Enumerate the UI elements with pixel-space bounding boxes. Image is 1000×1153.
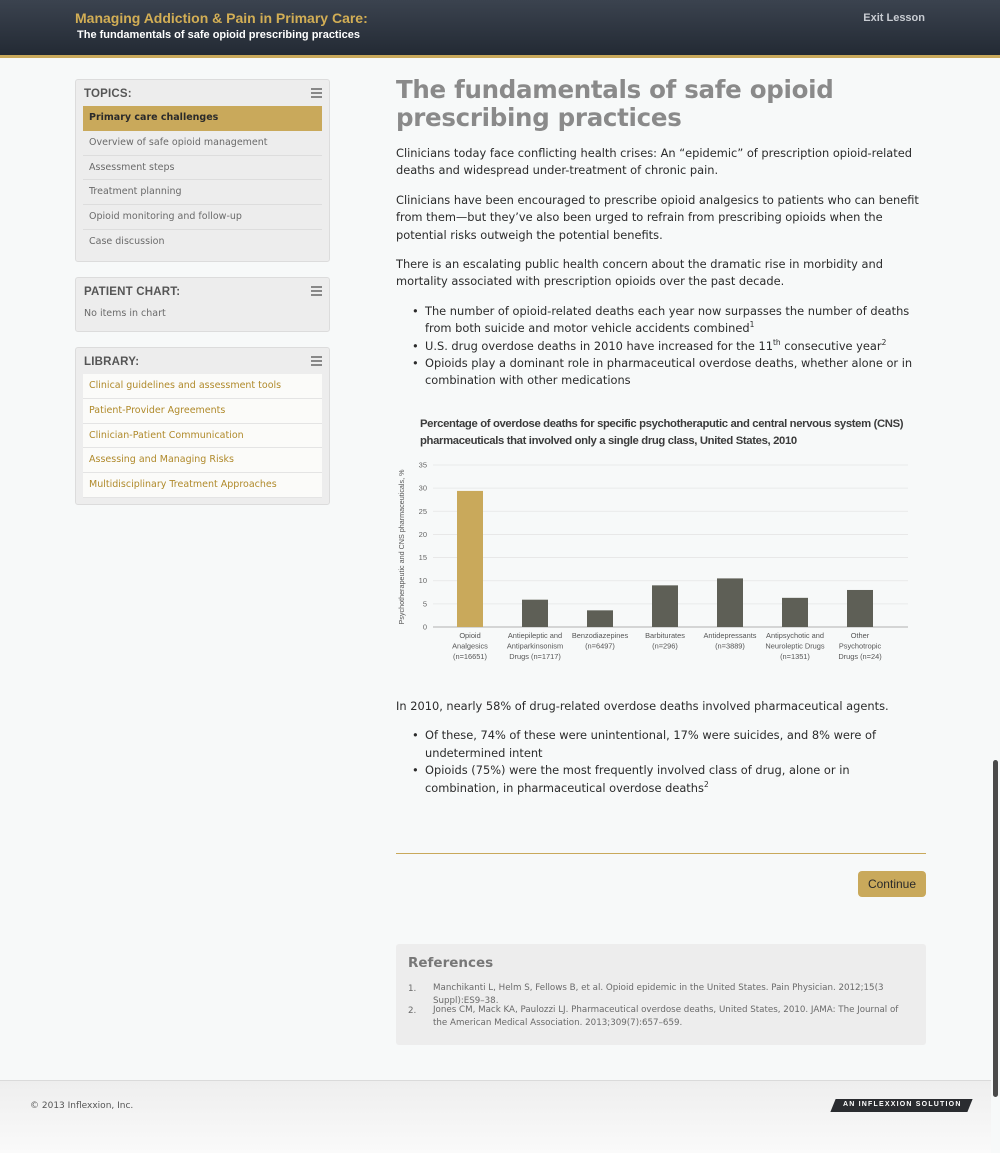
library-title: LIBRARY: (84, 356, 140, 368)
chart-category-label: Analgesics (452, 641, 488, 651)
chart-bar (652, 585, 678, 627)
menu-icon[interactable] (311, 286, 322, 296)
library-panel (75, 347, 330, 505)
list-item: • Opioids (75%) were the most frequently involved class of drug, alone or in combination, in pharmaceutical overdose deaths$^2$ (396, 762, 926, 797)
chart-y-axis-label: Psychotherapeutic and CNS pharmaceuticals, % (397, 469, 406, 625)
chart-y-tick-label: 35 (418, 460, 427, 470)
body-paragraph: Clinicians have been encouraged to prescribe opioid analgesics to patients who can benefit from them—but they’ve also been urged to refrain from prescribing opioids when the potential risks outweigh the potential benefits. (396, 192, 919, 242)
topic-item-treatment-planning[interactable]: Treatment planning (83, 180, 322, 205)
footer (0, 1080, 1000, 1153)
reference-text: Manchikanti L, Helm S, Fellows B, et al. Opioid epidemic in the United States. Pain Physician. 2012;15(3 Suppl):ES9–38. (433, 983, 884, 1006)
chart-y-tick-label: 10 (418, 576, 427, 586)
library-item-assessing-risks[interactable]: Assessing and Managing Risks (83, 448, 322, 473)
chart-category-label: (n=3889) (715, 641, 745, 651)
chart-category-label: Drugs (n=1717) (509, 652, 561, 661)
course-subtitle: The fundamentals of safe opioid prescribing practices (77, 29, 361, 41)
bullet-list (396, 303, 926, 390)
reference-number: 1. (408, 984, 417, 994)
library-item-clinical-guidelines[interactable]: Clinical guidelines and assessment tools (83, 374, 322, 399)
after-chart-paragraph: In 2010, nearly 58% of drug-related overdose deaths involved pharmaceutical agents. (396, 699, 889, 713)
references-panel (396, 944, 926, 1045)
chart-category-label: Antipsychotic and (766, 631, 824, 640)
chart-y-tick-label: 5 (422, 599, 427, 609)
chart-category-label: Antiepileptic and (507, 631, 563, 640)
chart-category-label: Barbiturates (645, 631, 685, 640)
chart-bar (522, 600, 548, 627)
chart-bar (587, 610, 613, 627)
list-item: • Opioids play a dominant role in pharmaceutical overdose deaths, whether alone or in combination with other medications (396, 355, 926, 390)
patient-chart-empty-text: No items in chart (84, 308, 166, 319)
chart-title: Percentage of overdose deaths for specific psychotheraputic and central nervous system (CNS) pharmaceuticals that involved only a single drug class, United States, 2010 (420, 418, 904, 447)
reference-text: Jones CM, Mack KA, Paulozzi LJ. Pharmaceutical overdose deaths, United States, 2010. JAMA: The Journal of the American Medical Association. 2013;309(7):657–659. (433, 1005, 899, 1028)
chart-bar (782, 598, 808, 627)
chart-category-label: (n=296) (652, 641, 678, 651)
chart-y-tick-label: 15 (418, 553, 427, 563)
chart-category-label: Opioid (459, 631, 481, 640)
body-paragraph: There is an escalating public health concern about the dramatic rise in morbidity and mortality associated with prescription opioids over the past decade. (396, 257, 883, 289)
overdose-bar-chart (392, 455, 922, 670)
chart-category-label: Other (850, 631, 870, 640)
topics-title: TOPICS: (84, 88, 132, 100)
menu-icon[interactable] (311, 88, 322, 98)
chart-category-label: Benzodiazepines (571, 631, 629, 640)
chart-category-label: (n=16651) (453, 652, 487, 661)
chart-category-label: (n=6497) (585, 641, 615, 651)
chart-category-label: Drugs (n=24) (838, 652, 882, 661)
page-title: The fundamentals of safe opioid prescribing practices (396, 75, 834, 132)
library-item-clinician-patient-communication[interactable]: Clinician-Patient Communication (83, 424, 322, 449)
exit-lesson-link[interactable]: Exit Lesson (863, 12, 925, 24)
reference-number: 2. (408, 1006, 417, 1016)
library-item-multidisciplinary[interactable]: Multidisciplinary Treatment Approaches (83, 473, 322, 498)
list-item: • Of these, 74% of these were unintentional, 17% were suicides, and 8% were of undetermined intent (396, 727, 926, 762)
topic-item-case-discussion[interactable]: Case discussion (89, 235, 165, 247)
chart-bar (717, 578, 743, 627)
list-item: • The number of opioid-related deaths each year now surpasses the number of deaths from both suicide and motor vehicle accidents combined$^1$ (396, 303, 926, 338)
library-item-patient-provider-agreements[interactable]: Patient-Provider Agreements (83, 399, 322, 424)
content-divider (396, 853, 926, 854)
chart-y-tick-label: 30 (418, 483, 427, 493)
menu-icon[interactable] (311, 356, 322, 366)
course-title: Managing Addiction & Pain in Primary Care: (75, 10, 368, 26)
topic-item-assessment-steps[interactable]: Assessment steps (83, 156, 322, 181)
brand-text: AN INFLEXXION SOLUTION (843, 1101, 962, 1108)
references-title: References (408, 955, 494, 971)
topic-item-overview[interactable]: Overview of safe opioid management (83, 131, 322, 156)
chart-category-label: (n=1351) (780, 652, 810, 661)
top-bar (0, 0, 1000, 58)
patient-chart-panel (75, 277, 330, 332)
chart-y-tick-label: 25 (418, 506, 427, 516)
bullet-list (396, 727, 926, 797)
patient-chart-title: PATIENT CHART: (84, 286, 181, 298)
chart-bar (457, 491, 483, 627)
chart-category-label: Neuroleptic Drugs (765, 641, 825, 651)
topic-item-primary-care-challenges[interactable]: Primary care challenges (83, 106, 322, 131)
continue-button[interactable]: Continue (858, 871, 926, 897)
chart-y-tick-label: 20 (418, 529, 427, 539)
chart-category-label: Antidepressants (703, 631, 757, 640)
after-chart-content (396, 698, 926, 797)
copyright-text: © 2013 Inflexxion, Inc. (30, 1101, 134, 1111)
chart-bar (847, 590, 873, 627)
topics-panel (75, 79, 330, 262)
topic-item-opioid-monitoring[interactable]: Opioid monitoring and follow-up (83, 205, 322, 230)
chart-category-label: Antiparkinsonism (506, 641, 564, 651)
chart-category-label: Psychotropic (838, 641, 882, 651)
scrollbar-thumb[interactable] (993, 760, 998, 1097)
list-item: • U.S. drug overdose deaths in 2010 have increased for the 11th consecutive year$^2$ (396, 338, 926, 355)
main-content (396, 76, 926, 390)
intro-paragraph: Clinicians today face conflicting health crises: An “epidemic” of prescription opioid-related deaths and widespread under-treatment of chronic pain. (396, 146, 912, 178)
chart-y-tick-label: 0 (422, 622, 427, 632)
